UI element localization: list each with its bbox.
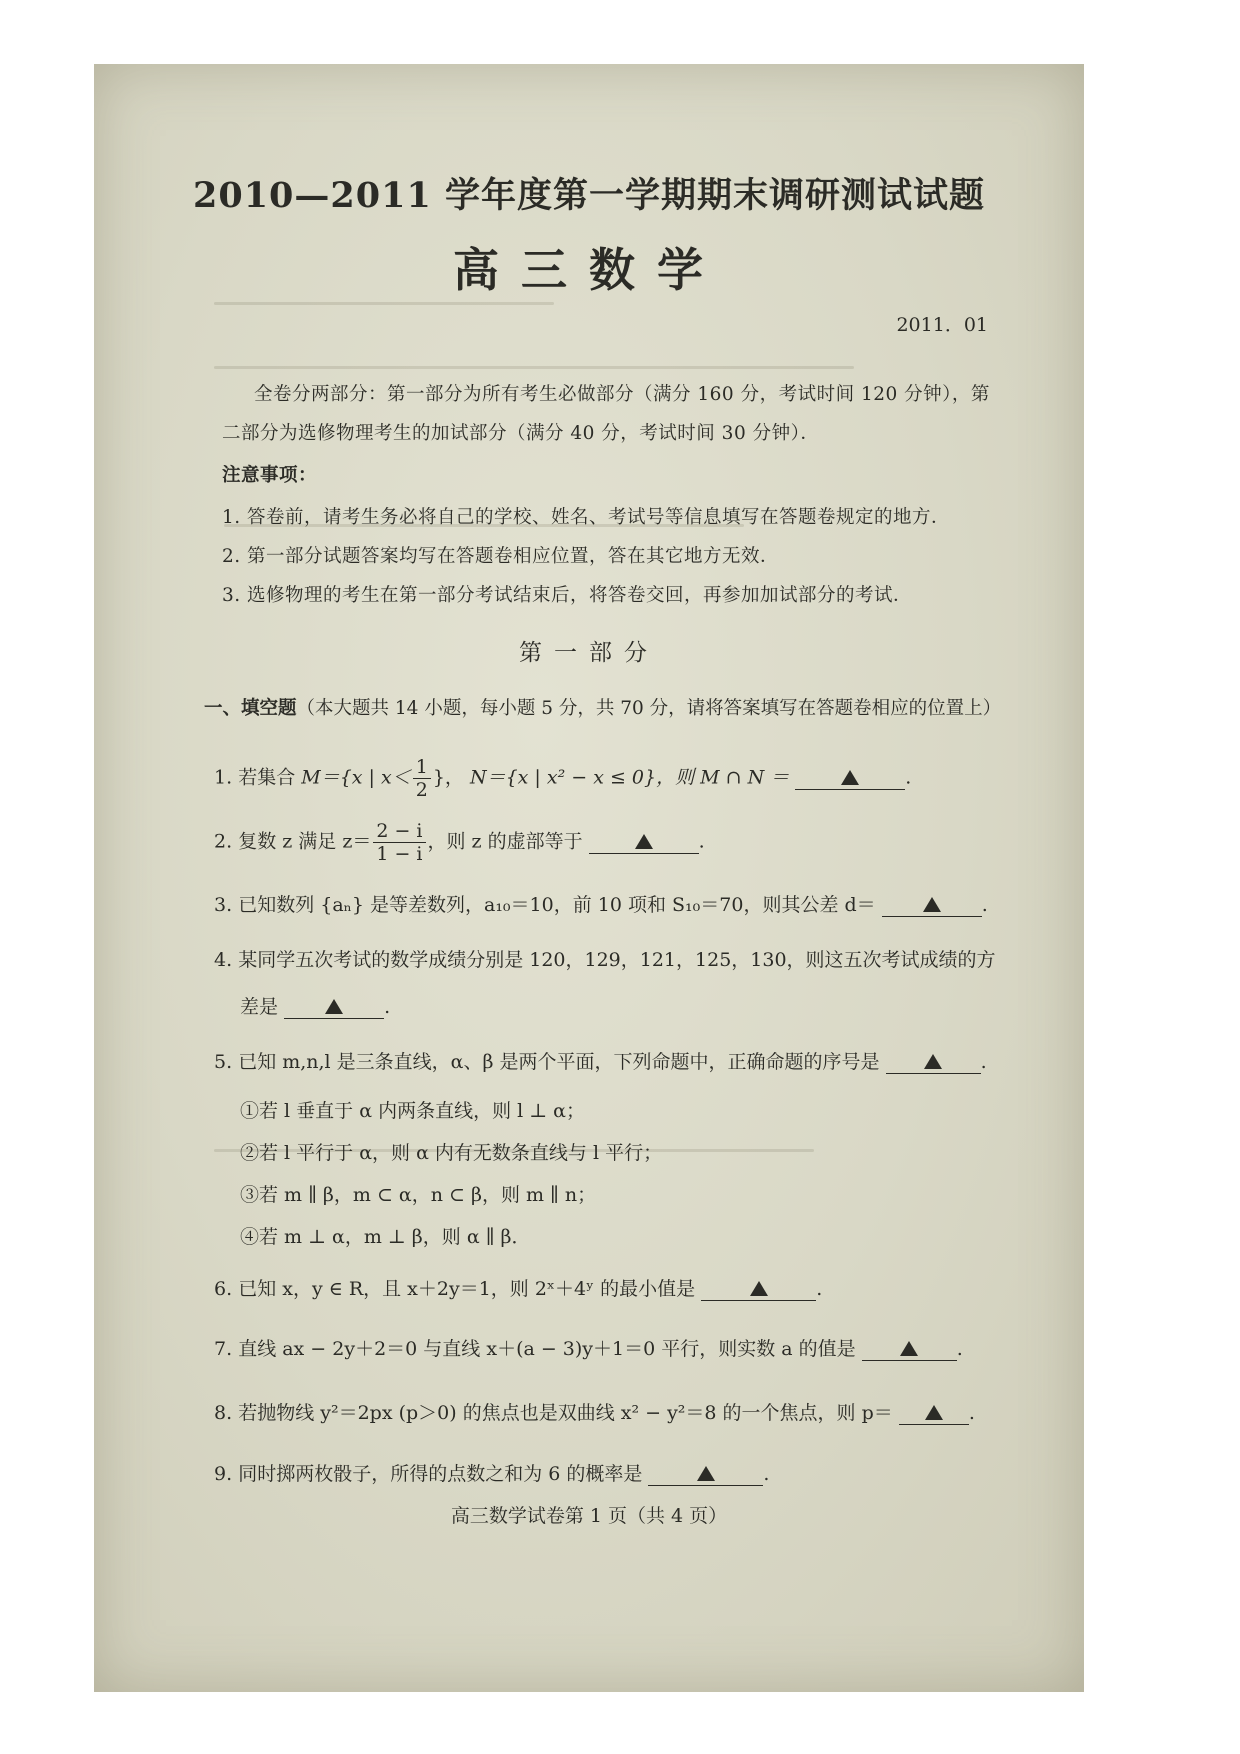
question-number: 6. [214,1278,233,1300]
period: . [980,1051,987,1073]
answer-blank[interactable] [886,1053,981,1074]
exam-paper [94,64,1084,1692]
question-4 [214,945,996,972]
question-text: 差是 [240,996,279,1018]
triangle-icon [900,1341,918,1356]
question-number: 1. [214,766,233,789]
fraction-denominator: 1 − i [376,843,423,865]
question-8 [214,1398,975,1425]
question-5 [214,1047,987,1074]
period: . [956,1338,963,1360]
question-text: 同时掷两枚骰子，所得的点数之和为 6 的概率是 [238,1463,643,1485]
notes-title: 注意事项： [222,465,318,486]
answer-blank[interactable] [284,998,384,1019]
question-3 [214,890,988,917]
question-1 [214,756,911,801]
subject-title: 高三数学 [453,243,725,297]
proposition-option: ②若 l 平行于 α，则 α 内有无数条直线与 l 平行； [240,1142,663,1164]
proposition-option: ③若 m ∥ β，m ⊂ α，n ⊂ β，则 m ∥ n； [240,1184,597,1206]
question-number: 4. [214,949,233,971]
question-text: 已知 x，y ∈ R，且 x＋2y＝1，则 2ˣ＋4ʸ 的最小值是 [238,1278,696,1300]
fraction-denominator: 2 [415,779,428,801]
exam-title: 2010—2011 学年度第一学期期末调研测试试题 [192,175,985,216]
intro-line: 全卷分两部分：第一部分为所有考生必做部分（满分 160 分，考试时间 120 分钟），第 [254,384,990,405]
fraction-numerator: 1 [413,756,431,779]
triangle-icon [697,1466,715,1481]
answer-blank[interactable] [899,1404,969,1425]
question-number: 3. [214,894,233,916]
fraction-numerator: 2 − i [373,820,425,843]
math-expression: M＝{x | x＜ [301,766,411,789]
question-number: 9. [214,1463,233,1485]
question-6 [214,1274,822,1301]
triangle-icon [924,1054,942,1069]
proposition-option: ①若 l 垂直于 α 内两条直线，则 l ⊥ α； [240,1100,585,1122]
question-number: 2. [214,830,233,853]
note-item: 1. 答卷前，请考生务必将自己的学校、姓名、考试号等信息填写在答题卷规定的地方． [222,507,951,528]
section-title [204,694,1001,720]
question-text: ，则 z 的虚部等于 [427,830,583,853]
question-text: 直线 ax − 2y＋2＝0 与直线 x＋(a − 3)y＋1＝0 平行，则实数 a 的值是 [238,1338,856,1360]
period: . [981,894,988,916]
period: . [698,830,705,853]
section-label: 一、填空题 [204,698,297,719]
triangle-icon [841,770,859,785]
triangle-icon [325,999,343,1014]
bleed-mark [214,366,854,369]
triangle-icon [750,1281,768,1296]
proposition-option: ④若 m ⊥ α，m ⊥ β，则 α ∥ β． [240,1226,531,1248]
question-text: 已知 m,n,l 是三条直线，α、β 是两个平面，下列命题中，正确命题的序号是 [238,1051,880,1073]
question-number: 7. [214,1338,233,1360]
note-item: 3. 选修物理的考生在第一部分考试结束后，将答卷交回，再参加加试部分的考试． [222,585,913,606]
period: . [905,766,912,789]
fraction [413,756,431,801]
question-text: 复数 z 满足 z＝ [238,830,372,853]
answer-blank[interactable] [701,1280,816,1301]
section-description: （本大题共 14 小题，每小题 5 分，共 70 分，请将答案填写在答题卷相应的位置上） [296,698,1002,719]
triangle-icon [635,834,653,849]
question-2 [214,820,705,865]
math-expression: }， [432,766,464,789]
answer-blank[interactable] [589,833,699,854]
exam-date: 2011．01 [896,314,988,336]
part-title: 第一部分 [519,640,659,666]
triangle-icon [925,1405,943,1420]
question-number: 8. [214,1402,233,1424]
period: . [763,1463,770,1485]
period: . [968,1402,975,1424]
answer-blank[interactable] [648,1465,763,1486]
intro-line: 二部分为选修物理考生的加试部分（满分 40 分，考试时间 30 分钟）． [222,423,820,444]
period: . [816,1278,823,1300]
question-text: 某同学五次考试的数学成绩分别是 120，129，121，125，130，则这五次考试成绩的方 [238,949,996,971]
question-number: 5. [214,1051,233,1073]
answer-blank[interactable] [882,896,982,917]
question-7 [214,1334,963,1361]
triangle-icon [923,897,941,912]
question-9 [214,1459,769,1486]
bleed-mark [214,302,554,305]
question-text: 已知数列 {aₙ} 是等差数列，a₁₀＝10，前 10 项和 S₁₀＝70，则其公差 d＝ [238,894,876,916]
question-4-continued [240,992,390,1019]
note-item: 2. 第一部分试题答案均写在答题卷相应位置，答在其它地方无效． [222,546,780,567]
answer-blank[interactable] [862,1340,957,1361]
period: . [384,996,391,1018]
page-footer: 高三数学试卷第 1 页（共 4 页） [450,1505,728,1527]
question-text: 若抛物线 y²＝2px (p＞0) 的焦点也是双曲线 x² − y²＝8 的一个焦点，则 p＝ [238,1402,893,1424]
math-expression: N＝{x | x² − x ≤ 0}，则 M ∩ N ＝ [469,766,790,789]
answer-blank[interactable] [795,769,905,790]
question-text: 若集合 [238,766,296,789]
fraction [373,820,425,865]
